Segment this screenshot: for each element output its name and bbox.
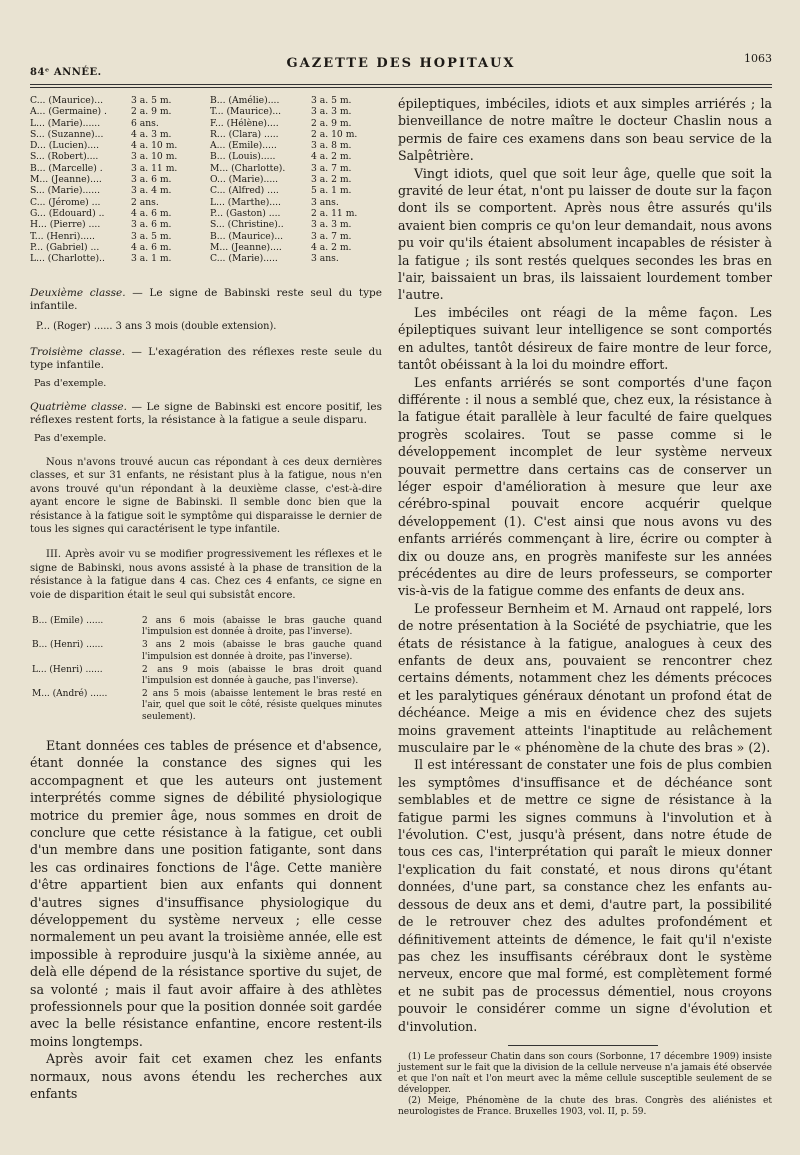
paragraph-imbeciles: Les imbéciles ont réagi de la même façon. Les épileptiques suivant leur intelligence se sont comportés en adultes, tantôt désireux de faire montre de leur force, tantôt obéissant à la loi du moindre effort.: [398, 304, 772, 373]
fourth-class-title: Quatrième classe.: [30, 401, 127, 413]
continuation-paragraph: Après avoir fait cet examen chez les enfants normaux, nous avons étendu les recherches aux enfants: [30, 1051, 382, 1102]
paragraph-bernheim: Le professeur Bernheim et M. Arnaud ont rappelé, lors de notre présentation à la Société de psychiatrie, que les états de résistance à la fatigue, analogues à ceux des enfants de deux ans, pouvaient se rencontrer chez certains déments, notamment chez les déments précoces et les paralytiques généraux dénotant un profond état de déchéance. Meige a mis en évidence chez des sujets moins gravement atteints l'inaptitude au relâchement musculaire par le « phénomène de la chute des bras » (2).: [398, 600, 772, 756]
patient-list-right: [210, 95, 388, 264]
patient-row: [210, 231, 388, 242]
patient-age: 3 a. 6 m.: [131, 219, 172, 231]
left-column: [30, 95, 382, 1102]
patient-row: [30, 197, 208, 208]
patient-name: S... (Robert)....: [30, 151, 99, 163]
third-class-text: — L'exagération des réflexes reste seule du type infantile.: [30, 346, 382, 371]
second-class-title: Deuxième classe.: [30, 287, 126, 299]
fourth-class-example: Pas d'exemple.: [34, 433, 107, 444]
header-rule: [30, 84, 772, 85]
second-class-text: — Le signe de Babinski reste seul du type infantile.: [30, 287, 382, 312]
paragraph-conclusion: Il est intéressant de constater une fois de plus combien les symptômes d'insuffisance et de déchéance sont semblables et de mettre ce signe de résistance à la fatigue parmi les signes communs à l'involution et à l'évolution. C'est, jusqu'à présent, dans notre étude de tous ces cas, l'interprétation qui paraît le mieux donner l'explication du fait constaté, et nous dirons qu'étant données, d'une part, sa constance chez les enfants au-dessous de deux ans et demi, d'autre part, la possibilité de le retrouver chez des adultes profondément et définitivement atteints de démence, le fait qu'il n'existe pas chez les insuffisants cérébraux dont le système nerveux, encore que mal formé, est complètement formé et ne subit pas de processus démentiel, nous croyons pouvoir le considérer comme un signe d'évolution et d'involution.: [398, 757, 772, 1034]
footnote-2: (2) Meige, Phénomène de la chute des bras. Congrès des aliénistes et neurologistes de France. Bruxelles 1903, vol. II, p. 59.: [398, 1095, 772, 1117]
third-class: [30, 346, 382, 372]
patient-age: 3 a. 1 m.: [131, 253, 172, 265]
third-class-example: Pas d'exemple.: [34, 378, 107, 389]
patient-table: [30, 95, 382, 277]
paragraph-arrieres: Les enfants arriérés se sont comportés d'une façon différente : il nous a semblé que, chez eux, la résistance à la fatigue était parallèle à leur faculté de faire quelques progrès scolaires. Tout se passe comme si le développement incomplet de leur système nerveux pouvait permettre dans certains cas de conserver un léger espoir d'amélioration à mesure que leur axe cérébro-spinal pouvait encore acquérir quelque développement (1). C'est ainsi que nous avons vu des enfants arriérés commençant à lire, écrire ou compter à dix ou douze ans, en progrès manifeste sur les années précédentes au dire de leurs professeurs, se comporter vis-à-vis de la fatigue comme des enfants de deux ans.: [398, 374, 772, 599]
patient-name: T... (Maurice)...: [210, 106, 282, 118]
patient-age: 3 a. 10 m.: [131, 151, 178, 163]
patient-age: 3 a. 7 m.: [311, 162, 352, 174]
patient-name: L... (Charlotte)..: [30, 253, 105, 265]
patient-name: C... (Alfred) ....: [210, 185, 279, 197]
case-row: [30, 616, 382, 638]
patient-name: F... (Hélène)....: [210, 117, 279, 129]
patient-age: 3 a. 3 m.: [311, 219, 352, 231]
patient-row: [210, 174, 388, 185]
patient-age: 3 ans.: [311, 196, 339, 208]
patient-age: 3 a. 5 m.: [131, 230, 172, 242]
right-column: [398, 95, 772, 1118]
patient-age: 3 a. 7 m.: [311, 230, 352, 242]
second-class-case: P... (Roger) ...... 3 ans 3 mois (double extension).: [36, 321, 277, 332]
case-name: M... (André) ......: [32, 689, 108, 700]
patient-name: L... (Marie)......: [30, 117, 101, 129]
paragraph-no-case: Nous n'avons trouvé aucun cas répondant à ces deux dernières classes, et sur 31 enfants, ne résistant plus à la fatigue, nous n'en avons trouvé qu'un répondant à la deuxième classe, c'est-à-dire ayant encore le signe de Babinski. Il semble donc bien que la résistance à la fatigue soit le symptôme qui disparaisse le dernier de tous les signes qui caractérisent le type infantile.: [30, 457, 382, 536]
header-rule-double: [30, 87, 772, 88]
paragraph-continued: épileptiques, imbéciles, idiots et aux simples arriérés ; la bienveillance de notre maître le docteur Chaslin nous a permis de faire ces examens dans son beau service de la Salpêtrière.: [398, 96, 772, 164]
patient-age: 4 a. 6 m.: [131, 207, 172, 219]
patient-name: B... (Amélie)....: [210, 95, 280, 106]
patient-row: [30, 231, 208, 242]
case-name: B... (Henri) ......: [32, 640, 104, 651]
patient-row: [30, 118, 208, 129]
patient-list-left: [30, 95, 208, 264]
case-description: 3 ans 2 mois (abaisse le bras gauche quand l'impulsion est donnée à droite, pas l'inverse).: [142, 640, 382, 662]
second-class: [30, 287, 382, 313]
volume-year: 84ᵉ ANNÉE.: [30, 67, 102, 78]
patient-row: [30, 253, 208, 264]
patient-row: [210, 253, 388, 264]
patient-name: M... (Charlotte).: [210, 162, 286, 174]
patient-row: [30, 106, 208, 117]
patient-age: 4 a. 3 m.: [131, 128, 172, 140]
paragraph-iii: III. Après avoir vu se modifier progressivement les réflexes et le signe de Babinski, nous avons assisté à la phase de transition de la résistance à la fatigue dans 4 cas. Chez ces 4 enfants, ce signe en voie de disparition était le seul qui subsistât encore.: [30, 549, 382, 601]
patient-name: B... (Marcelle) .: [30, 162, 103, 174]
patient-name: A... (Germaine) .: [30, 106, 107, 118]
patient-row: [30, 219, 208, 230]
patient-name: L... (Marthe)....: [210, 196, 281, 208]
patient-row: [210, 197, 388, 208]
patient-name: T... (Henri).....: [30, 230, 95, 242]
patient-age: 3 a. 11 m.: [131, 162, 178, 174]
patient-row: [30, 163, 208, 174]
patient-age: 4 a. 6 m.: [131, 241, 172, 253]
patient-age: 2 a. 11 m.: [311, 207, 358, 219]
patient-age: 2 a. 10 m.: [311, 128, 358, 140]
case-description: 2 ans 6 mois (abaisse le bras gauche quand l'impulsion est donnée à droite, pas l'inverse).: [142, 616, 382, 638]
patient-name: H... (Pierre) ....: [30, 219, 101, 231]
footnote-1: (1) Le professeur Chatin dans son cours (Sorbonne, 17 décembre 1909) insiste justement sur le fait que la division de la cellule nerveuse n'a jamais été observée et que l'on naît et l'on meurt avec la même cellule susceptible seulement de se développer.: [398, 1051, 772, 1095]
patient-name: C... (Jérome) ...: [30, 196, 101, 208]
patient-row: [30, 242, 208, 253]
patient-name: O... (Marie).....: [210, 174, 279, 186]
patient-age: 2 a. 9 m.: [131, 106, 172, 118]
patient-age: 6 ans.: [131, 117, 159, 129]
patient-age: 3 a. 8 m.: [311, 140, 352, 152]
patient-row: [30, 140, 208, 151]
case-row: [30, 640, 382, 662]
patient-name: P... (Gabriel) ...: [30, 241, 100, 253]
patient-row: [210, 140, 388, 151]
patient-name: S... (Christine)..: [210, 219, 284, 231]
patient-age: 4 a. 10 m.: [131, 140, 178, 152]
case-description: 2 ans 9 mois (abaisse le bras droit quand l'impulsion est donnée à gauche, pas l'inverse).: [142, 664, 382, 687]
patient-row: [30, 185, 208, 196]
patient-row: [210, 129, 388, 140]
patient-row: [210, 118, 388, 129]
patient-name: P... (Gaston) ....: [210, 207, 281, 219]
patient-name: A... (Emile).....: [210, 140, 277, 152]
patient-name: C... (Maurice)...: [30, 95, 104, 106]
patient-name: B... (Maurice)...: [210, 230, 284, 242]
case-description: 2 ans 5 mois (abaisse lentement le bras resté en l'air, quel que soit le côté, résiste quelques minutes seulement).: [142, 689, 382, 722]
page-number: 1063: [744, 52, 772, 65]
patient-row: [210, 185, 388, 196]
patient-row: [210, 219, 388, 230]
patient-age: 3 a. 4 m.: [131, 185, 172, 197]
patient-row: [210, 151, 388, 162]
patient-name: R... (Clara) .....: [210, 128, 279, 140]
patient-row: [30, 208, 208, 219]
patient-row: [210, 242, 388, 253]
patient-name: B... (Louis).....: [210, 151, 276, 163]
patient-row: [30, 174, 208, 185]
patient-age: 3 a. 6 m.: [131, 174, 172, 186]
case-row: [30, 665, 382, 687]
patient-age: 3 a. 5 m.: [311, 95, 352, 106]
patient-age: 5 a. 1 m.: [311, 185, 352, 197]
footnote-separator: [508, 1045, 658, 1046]
patient-age: 3 a. 3 m.: [311, 106, 352, 118]
patient-age: 4 a. 2 m.: [311, 241, 352, 253]
patient-row: [30, 95, 208, 106]
fourth-class-text: — Le signe de Babinski est encore positif, les réflexes restent forts, la résistance à la fatigue a seule disparu.: [30, 401, 383, 426]
patient-age: 3 a. 2 m.: [311, 174, 352, 186]
patient-age: 2 a. 9 m.: [311, 117, 352, 129]
patient-name: G... (Edouard) ..: [30, 207, 105, 219]
patient-row: [210, 95, 388, 106]
patient-age: 2 ans.: [131, 196, 159, 208]
paragraph-idiots: Vingt idiots, quel que soit leur âge, quelle que soit la gravité de leur état, n'ont pu laisser de doute sur la façon dont ils se comportent. Après nous être assurés qu'ils avaient bien compris ce qu'on leur demandait, nous avons pu voir qu'ils étaient absolument incapables de résister à la fatigue ; ils sont restés quelques secondes les bras en l'air, baissaient un bras, ils laissaient lourdement tomber l'autre.: [398, 165, 772, 303]
patient-row: [210, 163, 388, 174]
transition-cases: [30, 616, 382, 723]
patient-name: M... (Jeanne)....: [210, 241, 282, 253]
patient-age: 3 ans.: [311, 253, 339, 265]
patient-name: D... (Lucien)....: [30, 140, 100, 152]
patient-age: 4 a. 2 m.: [311, 151, 352, 163]
case-row: [30, 689, 382, 723]
third-class-title: Troisième classe.: [30, 346, 126, 358]
case-name: L... (Henri) ......: [32, 664, 103, 675]
patient-row: [30, 129, 208, 140]
running-header: [30, 52, 772, 84]
patient-age: 3 a. 5 m.: [131, 95, 172, 106]
patient-name: M... (Jeanne)....: [30, 174, 102, 186]
fourth-class: [30, 401, 382, 427]
patient-row: [210, 106, 388, 117]
patient-row: [210, 208, 388, 219]
patient-name: S... (Marie)......: [30, 185, 100, 197]
patient-row: [30, 151, 208, 162]
patient-name: S... (Suzanne)...: [30, 128, 104, 140]
journal-title: GAZETTE DES HOPITAUX: [286, 56, 516, 71]
case-name: B... (Emile) ......: [32, 616, 104, 627]
conclusion-paragraph: Etant données ces tables de présence et d'absence, étant donnée la constance des signes qui les accompagnent et que les auteurs ont justement interprétés comme signes de débilité physiologique motrice du premier âge, nous sommes en droit de conclure que cette résistance à la fatigue, cet oubli d'un membre dans une position fatigante, sont dans les cas ordinaires fonctions de l'âge. Cette manière d'être appartient bien aux enfants qui donnent d'autres signes d'insuffisance physiologique du développement du système nerveux ; elle cesse normalement un peu avant la troisième année, elle est impossible à reproduire jusqu'à la sixième année, au delà elle dépend de la résistance sportive du sujet, de sa volonté ; mais il faut avoir affaire à des athlètes professionnels pour que la position donnée soit gardée avec la belle résistance enfantine, encore restent-ils moins longtemps.: [30, 737, 382, 1049]
patient-name: C... (Marie).....: [210, 253, 278, 265]
